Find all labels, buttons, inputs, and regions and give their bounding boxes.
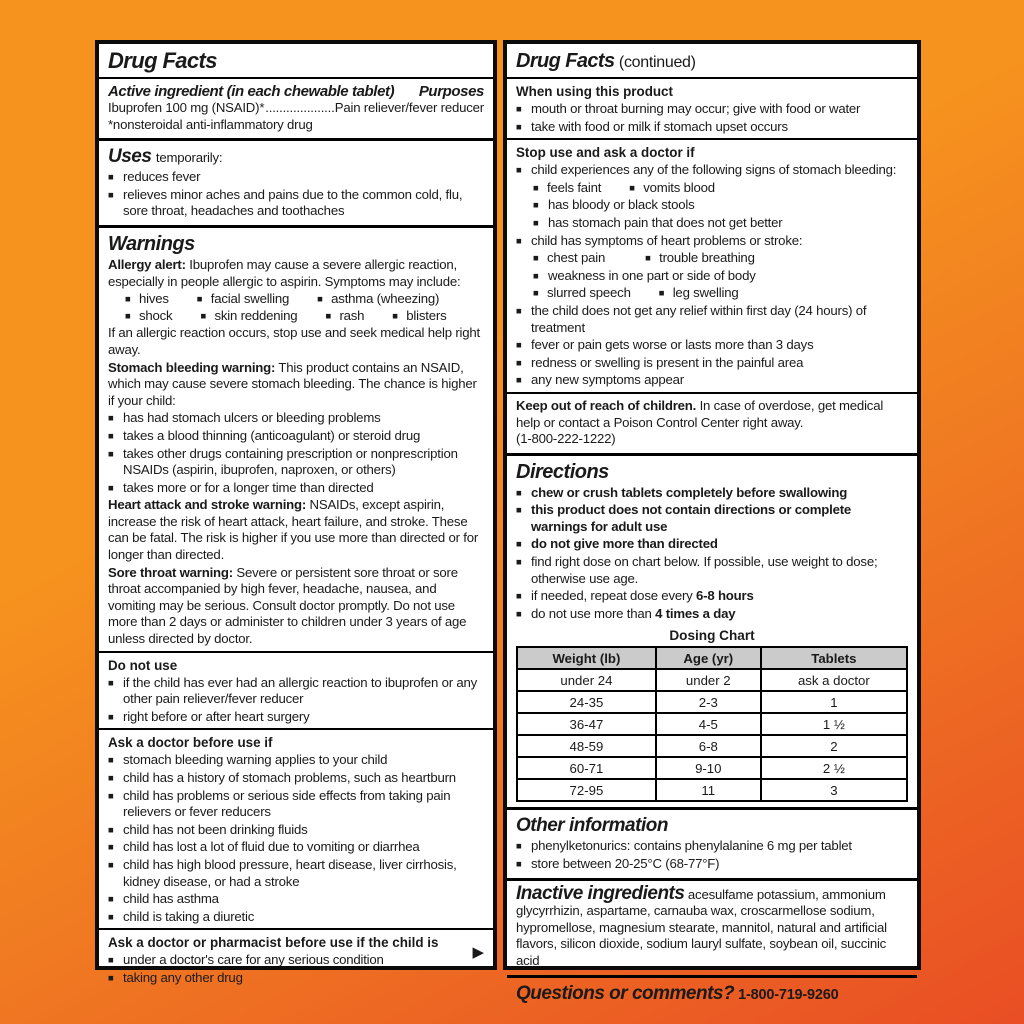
bullet-item: ■ reduces fever xyxy=(108,169,484,186)
symptom-item: ■ slurred speech xyxy=(533,285,631,302)
heart-attack-label: Heart attack and stroke warning: xyxy=(108,497,307,513)
do-not-use-heading: Do not use xyxy=(108,657,178,673)
table-header-row xyxy=(517,647,907,669)
divider xyxy=(507,138,917,140)
bullet-item: ■ child has asthma xyxy=(108,891,484,908)
ingredient-name: Ibuprofen 100 mg (NSAID)* xyxy=(108,100,265,115)
col-header-weight: Weight (lb) xyxy=(517,647,656,669)
col-header-tablets: Tablets xyxy=(761,647,907,669)
symptom-item: ■ chest pain xyxy=(533,250,605,267)
divider xyxy=(99,651,493,653)
bullet-item: ■ takes more or for a longer time than directed xyxy=(108,480,484,497)
symptom-item: ■ hives xyxy=(125,291,169,308)
bullet-item: ■ if the child has ever had an allergic reaction to ibuprofen or any other pain reliever/fever reducer xyxy=(108,675,484,708)
drug-facts-label xyxy=(95,40,921,1004)
stomach-bleeding-label: Stomach bleeding warning: xyxy=(108,359,276,375)
cell-tablets: 2 xyxy=(761,735,907,757)
bullet-item: ■ chew or crush tablets completely before swallowing xyxy=(516,485,908,502)
bullet-item xyxy=(516,588,908,605)
section-divider xyxy=(507,878,917,881)
section-divider xyxy=(99,225,493,228)
bullet-item: ■ child has high blood pressure, heart disease, liver cirrhosis, kidney disease, or had a stroke xyxy=(108,857,484,890)
inactive-ingredients-section xyxy=(516,882,908,970)
divider xyxy=(507,77,917,79)
table-row xyxy=(517,757,907,779)
symptom-item: ■ leg swelling xyxy=(659,285,739,302)
repeat-dose-frequency: 6-8 hours xyxy=(696,588,754,604)
sore-throat-paragraph xyxy=(108,565,484,648)
cell-tablets: 1 xyxy=(761,691,907,713)
bullet-item: ■ has had stomach ulcers or bleeding problems xyxy=(108,410,484,427)
bullet-item: ■ stomach bleeding warning applies to your child xyxy=(108,752,484,769)
cell-weight: 24-35 xyxy=(517,691,656,713)
bullet-item: ■ relieves minor aches and pains due to the common cold, flu, sore throat, headaches and toothaches xyxy=(108,187,484,220)
symptom-item: ■ asthma (wheezing) xyxy=(317,291,439,308)
bullet-item: ■ do not give more than directed xyxy=(516,536,908,553)
active-ingredient-section xyxy=(108,83,484,133)
cell-weight: 72-95 xyxy=(517,779,656,801)
cell-age: 6-8 xyxy=(656,735,761,757)
section-divider xyxy=(507,453,917,456)
bullet-item: ■ right before or after heart surgery xyxy=(108,709,484,726)
heart-attack-text: NSAIDs, except aspirin, increase the risk of heart attack, heart failure, and stroke. These can be fatal. The risk is higher if you use more than directed or for longer than directed. xyxy=(108,497,479,563)
dosing-chart-table xyxy=(516,646,908,802)
allergy-alert-text: Ibuprofen may cause a severe allergic reaction, especially in people allergic to aspirin. Symptoms may include: xyxy=(108,256,461,289)
symptom-item: ■ rash xyxy=(325,308,364,325)
repeat-dose-text: if needed, repeat dose every xyxy=(531,588,697,604)
bullet-item: ■ redness or swelling is present in the painful area xyxy=(516,355,908,372)
inactive-ingredients-title: Inactive ingredients xyxy=(516,882,685,904)
ask-doctor-pharmacist-heading: Ask a doctor or pharmacist before use if the child is xyxy=(108,935,439,951)
max-dose-frequency: 4 times a day xyxy=(655,605,736,621)
symptom-row xyxy=(125,308,484,325)
bullet-item: ■ child is taking a diuretic xyxy=(108,909,484,926)
questions-title: Questions or comments? xyxy=(516,982,735,1004)
uses-lead: temporarily: xyxy=(155,150,223,166)
bullet-item xyxy=(516,606,908,623)
keep-out-text: In case of overdose, get medical help or contact a Poison Control Center right away. xyxy=(516,397,884,430)
other-info-title: Other information xyxy=(516,815,668,837)
table-row xyxy=(517,669,907,691)
page-title-suffix: (continued) xyxy=(618,54,696,71)
symptom-row xyxy=(533,180,908,197)
cell-tablets: ask a doctor xyxy=(761,669,907,691)
table-row xyxy=(517,779,907,801)
questions-section xyxy=(516,983,908,1005)
max-dose-text: do not use more than xyxy=(531,605,656,621)
cell-age: 4-5 xyxy=(656,713,761,735)
keep-out-section xyxy=(516,398,908,448)
cell-age: 2-3 xyxy=(656,691,761,713)
drug-facts-panel-left xyxy=(95,40,497,985)
questions-phone: 1-800-719-9260 xyxy=(738,986,839,1003)
bullet-item: ■ child has problems or serious side effects from taking pain relievers or fever reducers xyxy=(108,788,484,821)
allergy-alert-paragraph xyxy=(108,257,484,290)
active-ingredient-heading: Active ingredient (in each chewable tablet) xyxy=(108,83,395,100)
keep-out-label: Keep out of reach of children. xyxy=(516,397,697,413)
other-info-section xyxy=(516,815,908,872)
allergy-alert-label: Allergy alert: xyxy=(108,256,186,272)
bullet-item: ■ child has not been drinking fluids xyxy=(108,822,484,839)
bullet-item: ■ child experiences any of the following signs of stomach bleeding: xyxy=(516,162,908,179)
ask-doctor-heading: Ask a doctor before use if xyxy=(108,735,273,751)
sore-throat-text: Severe or persistent sore throat or sore throat accompanied by high fever, headache, nausea, and vomiting may be serious. Consult doctor promptly. Do not use more than 2 days or administer to children under 3 years of age unless directed by doctor. xyxy=(108,564,467,647)
continue-arrow-icon: ▶ xyxy=(472,944,484,961)
bullet-item: ■ mouth or throat burning may occur; give with food or water xyxy=(516,101,908,118)
bullet-item: ■ phenylketonurics: contains phenylalanine 6 mg per tablet xyxy=(516,838,908,855)
bullet-item: ■ any new symptoms appear xyxy=(516,372,908,389)
table-row xyxy=(517,735,907,757)
stop-use-heading: Stop use and ask a doctor if xyxy=(516,145,695,161)
bullet-item: ■ takes other drugs containing prescription or nonprescription NSAIDs (aspirin, ibuprofen, naproxen, or others) xyxy=(108,446,484,479)
bullet-item: ■ child has symptoms of heart problems or stroke: xyxy=(516,233,908,250)
warnings-section xyxy=(108,233,484,987)
bullet-item: ■ child has a history of stomach problems, such as heartburn xyxy=(108,770,484,787)
divider xyxy=(99,728,493,730)
symptom-row xyxy=(533,285,908,302)
section-divider xyxy=(507,975,917,978)
page-title: Drug Facts xyxy=(516,50,615,72)
bullet-item: ■ fever or pain gets worse or lasts more than 3 days xyxy=(516,337,908,354)
cell-age: under 2 xyxy=(656,669,761,691)
symptom-item: ■ skin reddening xyxy=(200,308,297,325)
symptom-row xyxy=(125,291,484,308)
bullet-item: ■ takes a blood thinning (anticoagulant) or steroid drug xyxy=(108,428,484,445)
ingredient-purpose: Pain reliever/fever reducer xyxy=(334,100,484,115)
divider xyxy=(507,392,917,394)
bullet-item: ■ the child does not get any relief within first day (24 hours) of treatment xyxy=(516,303,908,336)
bullet-item: ■ child has lost a lot of fluid due to vomiting or diarrhea xyxy=(108,839,484,856)
stomach-bleeding-text: This product contains an NSAID, which may cause severe stomach bleeding. The chance is higher if your child: xyxy=(108,359,477,408)
drug-facts-panel-right xyxy=(503,40,921,1004)
divider xyxy=(99,928,493,930)
stop-use-section xyxy=(516,144,908,389)
stomach-bleeding-paragraph xyxy=(108,360,484,410)
symptom-row xyxy=(533,250,908,267)
cell-weight: 48-59 xyxy=(517,735,656,757)
cell-tablets: 3 xyxy=(761,779,907,801)
heart-attack-paragraph xyxy=(108,497,484,563)
page-title: Drug Facts xyxy=(108,48,217,73)
bullet-item: ■ taking any other drug xyxy=(108,970,484,987)
when-using-heading: When using this product xyxy=(516,84,673,99)
bullet-item: ■ has bloody or black stools xyxy=(533,197,908,214)
cell-weight: 36-47 xyxy=(517,713,656,735)
bullet-item: ■ weakness in one part or side of body xyxy=(533,268,908,285)
symptom-item: ■ facial swelling xyxy=(197,291,289,308)
inactive-ingredients-text: acesulfame potassium, ammonium glycyrrhizin, aspartame, carnauba wax, croscarmellose sodium, hypromellose, magnesium stearate, mannitol, natural and artificial flavors, silicon dioxide, sodium lauryl sulfate, soybean oil, succinic acid xyxy=(516,886,887,968)
symptom-item: ■ trouble breathing xyxy=(645,250,755,267)
sore-throat-label: Sore throat warning: xyxy=(108,564,233,580)
cell-age: 11 xyxy=(656,779,761,801)
cell-age: 9-10 xyxy=(656,757,761,779)
bullet-item: ■ this product does not contain directions or complete warnings for adult use xyxy=(516,502,908,535)
purposes-heading: Purposes xyxy=(418,83,484,100)
table-row xyxy=(517,691,907,713)
section-divider xyxy=(507,807,917,810)
cell-weight: 60-71 xyxy=(517,757,656,779)
cell-tablets: 1 ½ xyxy=(761,713,907,735)
bullet-item: ■ find right dose on chart below. If possible, use weight to dose; otherwise use age. xyxy=(516,554,908,587)
divider xyxy=(99,77,493,79)
poison-control-phone: (1-800-222-1222) xyxy=(516,431,616,447)
warnings-title: Warnings xyxy=(108,232,195,255)
symptom-item: ■ blisters xyxy=(392,308,446,325)
directions-section xyxy=(516,461,908,803)
dot-leader xyxy=(265,100,333,117)
symptom-item: ■ feels faint xyxy=(533,180,601,197)
bullet-item: ■ under a doctor's care for any serious condition xyxy=(108,952,484,969)
cell-tablets: 2 ½ xyxy=(761,757,907,779)
allergy-followup-text: If an allergic reaction occurs, stop use and seek medical help right away. xyxy=(108,325,480,357)
table-row xyxy=(517,713,907,735)
dosing-chart-title: Dosing Chart xyxy=(669,628,755,644)
uses-title: Uses xyxy=(108,146,152,168)
section-divider xyxy=(99,138,493,141)
when-using-section xyxy=(516,83,908,135)
col-header-age: Age (yr) xyxy=(656,647,761,669)
nsaid-footnote: *nonsteroidal anti-inflammatory drug xyxy=(108,116,313,132)
symptom-item: ■ shock xyxy=(125,308,172,325)
bullet-item: ■ take with food or milk if stomach upset occurs xyxy=(516,119,908,136)
bullet-item: ■ has stomach pain that does not get better xyxy=(533,215,908,232)
directions-title: Directions xyxy=(516,460,609,483)
cell-weight: under 24 xyxy=(517,669,656,691)
page-title-continued-row xyxy=(516,48,908,74)
symptom-item: ■ vomits blood xyxy=(629,180,715,197)
uses-section xyxy=(108,146,484,220)
bullet-item: ■ store between 20-25°C (68-77°F) xyxy=(516,856,908,873)
